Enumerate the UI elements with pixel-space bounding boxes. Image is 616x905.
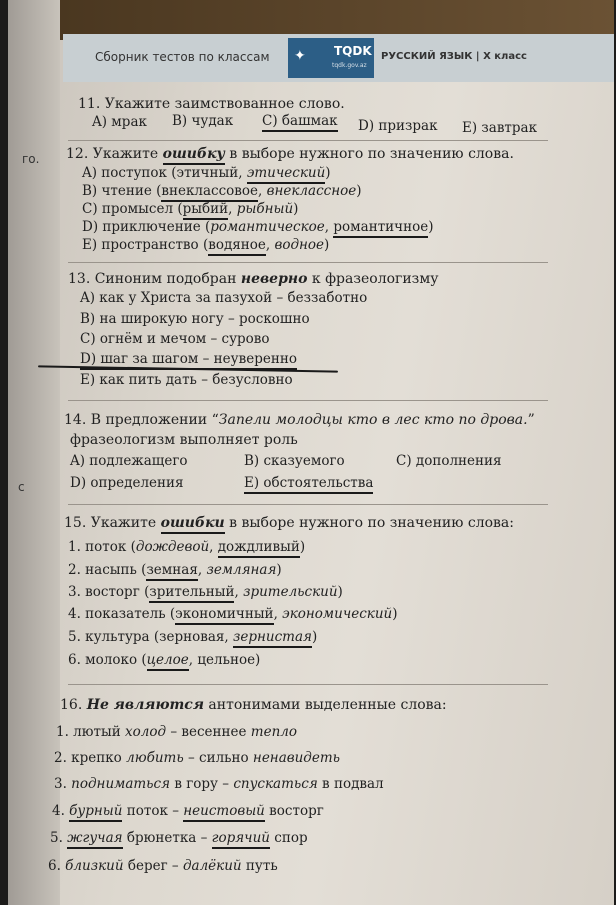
question-quote: Запели молодцы кто в лес кто по дрова.	[218, 412, 528, 428]
divider	[68, 140, 548, 141]
question-13	[68, 272, 438, 286]
question-text: в выборе нужного по значению слова.	[224, 146, 514, 162]
list-item	[68, 608, 398, 622]
item-text: восторг	[264, 803, 324, 819]
option-text: ,	[228, 201, 237, 217]
list-item	[68, 564, 282, 578]
item-text: в подвал	[317, 776, 384, 792]
option: E) завтрак	[462, 120, 538, 136]
item-word: дождливый	[218, 539, 300, 558]
item-text: 6.	[48, 858, 66, 874]
option-c	[82, 203, 298, 217]
item-word: бурный	[69, 803, 122, 822]
item-word: ненавидеть	[252, 750, 340, 766]
question-text: 13. Синоним подобран	[68, 271, 241, 287]
item-text: )	[311, 629, 318, 645]
item-word: неистовый	[183, 803, 265, 822]
divider	[68, 684, 548, 685]
option-underlined: C) башмак	[262, 115, 338, 132]
option-text: )	[356, 183, 362, 199]
item-text: 1. лютый	[56, 724, 126, 740]
list-item	[68, 586, 343, 600]
option-text: )	[428, 219, 434, 235]
item-text: 3.	[54, 776, 72, 792]
item-word: любить	[126, 750, 184, 766]
option-text: C) промысел (	[82, 201, 183, 217]
option-underlined: E) обстоятельства	[244, 477, 373, 494]
item-word: далёкий	[182, 858, 242, 874]
option-text: E) пространство (	[82, 237, 209, 253]
option-word: романтичное	[333, 219, 428, 238]
item-word: тепло	[250, 724, 298, 740]
item-word: спускаться	[233, 776, 318, 792]
divider	[68, 262, 548, 263]
item-word: экономичный	[175, 606, 273, 625]
collection-title: Сборник тестов по классам	[95, 50, 270, 64]
item-word: жгучая	[67, 830, 122, 849]
test-page	[8, 0, 614, 905]
question-14	[64, 413, 535, 427]
option: D) определения	[70, 475, 184, 491]
item-word: зрительский	[243, 584, 338, 600]
question-text: 12. Укажите	[66, 146, 163, 162]
option: C) огнём и мечом – сурово	[80, 331, 270, 347]
tqdk-logo	[288, 38, 374, 78]
item-text: брюнетка –	[122, 830, 212, 846]
item-text: 1. поток (	[68, 539, 136, 555]
item-text: )	[392, 606, 398, 622]
option-a	[82, 167, 331, 181]
item-word: близкий	[65, 858, 124, 874]
question-16	[60, 698, 447, 712]
item-text: 2. насыпь (	[68, 562, 147, 578]
option-text: ,	[258, 183, 267, 199]
option: A) мрак	[92, 114, 147, 130]
list-item	[68, 541, 305, 555]
option-b	[82, 185, 361, 199]
item-word: холод	[125, 724, 167, 740]
item-word: горячий	[212, 830, 270, 849]
divider	[68, 504, 548, 505]
option: A) подлежащего	[70, 453, 188, 469]
list-item	[48, 860, 278, 874]
logo-subtitle: tqdk.gov.az	[332, 62, 367, 69]
item-word: зрительный	[149, 584, 234, 603]
question-text: ”	[527, 412, 535, 428]
item-text: – сильно	[183, 750, 253, 766]
question-text: в выборе нужного по значению слова:	[224, 515, 514, 531]
item-text: 2. крепко	[54, 750, 127, 766]
question-text: 15. Укажите	[64, 515, 161, 531]
item-word: зернистая	[233, 629, 312, 648]
option: B) сказуемого	[244, 453, 345, 469]
option-text: )	[325, 165, 331, 181]
option-d	[82, 221, 433, 235]
item-word: экономический	[282, 606, 393, 622]
list-item	[52, 805, 324, 819]
item-text: )	[299, 539, 306, 555]
item-text: 6. молоко (	[68, 652, 147, 668]
subject-title: РУССКИЙ ЯЗЫК | X класс	[381, 51, 527, 62]
item-word: целое	[147, 652, 189, 671]
item-text: в гору –	[170, 776, 234, 792]
item-word: земляная	[206, 562, 277, 578]
edge-text: с	[18, 480, 25, 494]
option-word: внеклассовое	[161, 183, 258, 202]
list-item	[68, 654, 260, 668]
option-word: водное	[274, 237, 325, 253]
question-text: к фразеологизму	[307, 271, 439, 287]
logo-name: TQDK	[334, 44, 372, 58]
item-text: ,	[234, 584, 244, 600]
question-keyword: неверно	[240, 271, 308, 287]
question-12	[66, 147, 514, 161]
option-underlined: D) шаг за шагом – неуверенно	[80, 353, 297, 370]
option-text: )	[324, 237, 330, 253]
option-text: ,	[324, 219, 334, 235]
option-text: )	[293, 201, 299, 217]
item-text: путь	[241, 858, 278, 874]
item-text: берег –	[123, 858, 183, 874]
option: D) призрак	[358, 118, 438, 134]
item-word: дождевой	[135, 539, 210, 555]
star-icon: ✦	[294, 48, 306, 64]
item-word: земная	[146, 562, 197, 581]
option: C) дополнения	[396, 453, 502, 469]
item-text: ,	[197, 562, 207, 578]
edge-text: го.	[22, 152, 40, 166]
item-text: 4.	[52, 803, 70, 819]
option-text: B) чтение (	[82, 183, 162, 199]
question-keyword: Не являются	[86, 697, 204, 713]
question-15	[64, 516, 514, 530]
option: B) на широкую ногу – роскошно	[80, 311, 310, 327]
option-word: романтическое	[210, 219, 325, 235]
list-item	[56, 726, 297, 740]
question-11: 11. Укажите заимствованное слово.	[78, 96, 345, 112]
item-text: – весеннее	[166, 724, 251, 740]
left-page-edge	[8, 0, 60, 905]
option-text: A) поступок (этичный,	[82, 165, 247, 181]
option-word: водяное	[208, 237, 266, 256]
item-word: подниматься	[71, 776, 171, 792]
option-word: рыбий	[183, 201, 229, 220]
option: E) как пить дать – безусловно	[80, 372, 293, 388]
option-text: ,	[265, 237, 275, 253]
page-header	[63, 34, 614, 82]
list-item	[54, 778, 384, 792]
question-text: 14. В предложении “	[64, 412, 219, 428]
item-text: )	[337, 584, 343, 600]
item-text: спор	[269, 830, 308, 846]
option-word: внеклассное	[266, 183, 357, 199]
list-item	[50, 832, 308, 846]
question-keyword: ошибку	[163, 146, 225, 165]
item-text: , цельное)	[188, 652, 261, 668]
item-text: поток –	[122, 803, 184, 819]
item-text: 4. показатель (	[68, 606, 176, 622]
question-text: антонимами выделенные слова:	[203, 697, 447, 713]
option-word: рыбный	[236, 201, 294, 217]
item-text: 5. культура (зерновая,	[68, 629, 234, 645]
question-keyword: ошибки	[161, 515, 225, 534]
question-14-line2: фразеологизм выполняет роль	[70, 432, 298, 448]
item-text: ,	[273, 606, 283, 622]
question-text: 16.	[60, 697, 87, 713]
list-item	[68, 631, 317, 645]
item-text: )	[276, 562, 282, 578]
list-item	[54, 752, 340, 766]
divider	[68, 400, 548, 401]
option: B) чудак	[172, 113, 234, 129]
item-text: 3. восторг (	[68, 584, 150, 600]
option: A) как у Христа за пазухой – беззаботно	[80, 290, 368, 306]
option-text: D) приключение (	[82, 219, 211, 235]
item-text: ,	[209, 539, 218, 555]
option-word: этический	[247, 165, 325, 184]
option-e	[82, 239, 329, 253]
item-text: 5.	[50, 830, 68, 846]
